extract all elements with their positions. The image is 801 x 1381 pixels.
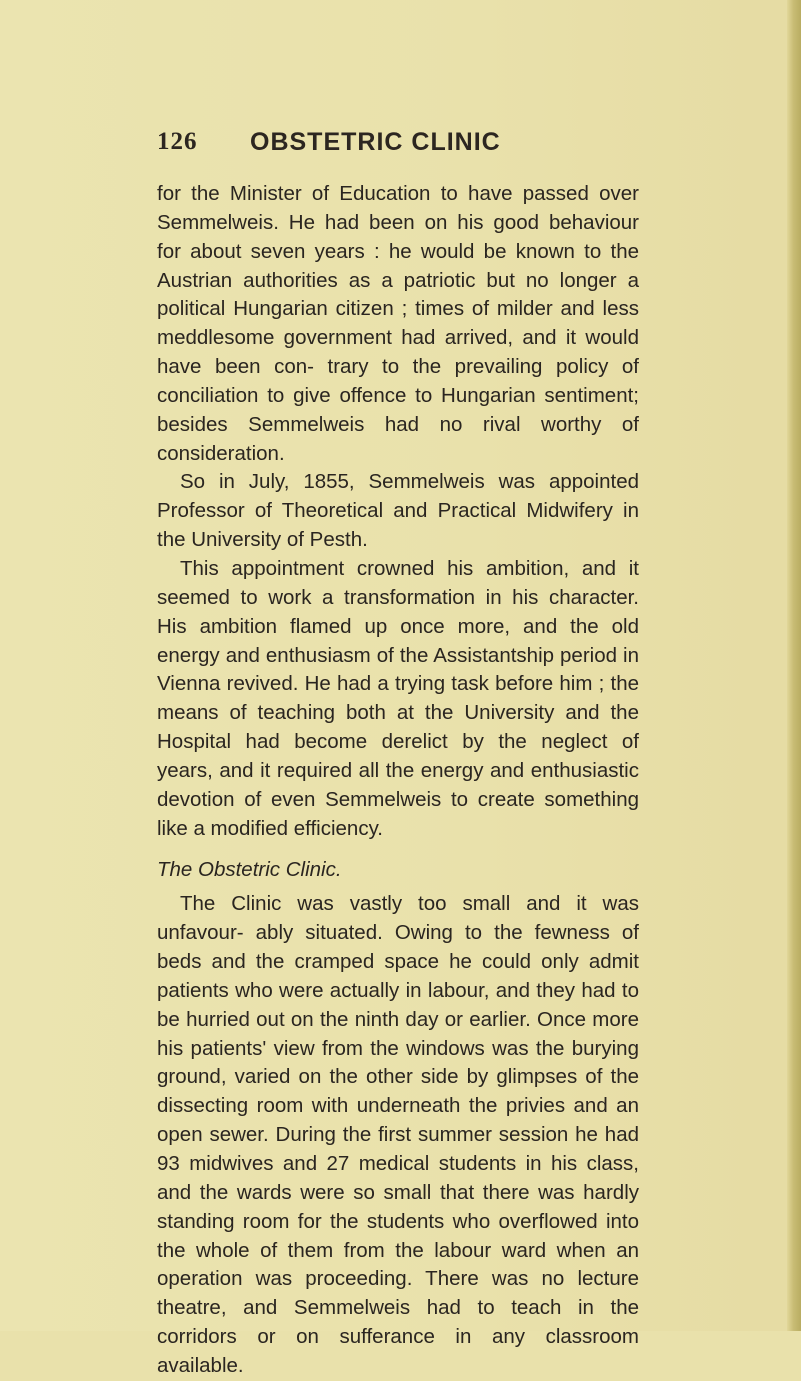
paragraph-ambition: This appointment crowned his ambition, and it seemed to work a transformation in his character. His ambition flamed up once more, and the old energy and enthusiasm of the Assistantship period in Vienna revived. He had a trying task before him ; the means of teaching both at the University and the Hospital had become derelict by the neglect of years, and it required all the energy and enthusiastic devotion of even Semmelweis to create something like a modified efficiency.: [157, 556, 639, 840]
paragraph-appointment: So in July, 1855, Semmelweis was appointed Professor of Theoretical and Practical Midwifery in the University of Pesth.: [157, 470, 639, 552]
page-header: [157, 128, 537, 164]
paragraph-continuation: for the Minister of Education to have passed over Semmelweis. He had been on his good behaviour for about seven years : he would be known to the Austrian authorities as a patriotic but no longer a political Hungarian citizen ; times of milder and less meddlesome government had arrived, and it would have been con- trary to the prevailing policy of conciliation to give offence to Hungarian sentiment; besides Semmelweis had no rival worthy of consideration.: [157, 182, 639, 465]
page-edge: [787, 0, 801, 1331]
running-head: OBSTETRIC CLINIC: [250, 128, 501, 156]
paragraph-clinic: The Clinic was vastly too small and it was unfavour- ably situated. Owing to the fewness of beds and the cramped space he could only admit patients who were actually in labour, and they had to be hurried out on the ninth day or earlier. Once more his patients' view from the windows was the burying ground, varied on the other side by glimpses of the dissecting room with underneath the privies and an open sewer. During the first summer session he had 93 midwives and 27 medical students in his class, and the wards were so small that there was hardly standing room for the students who overflowed into the whole of them from the labour ward when an operation was proceeding. There was no lecture theatre, and Semmelweis had to teach in the corridors or on sufferance in any classroom available.: [157, 892, 639, 1377]
body-text: [157, 180, 639, 1381]
section-subheading: The Obstetric Clinic.: [157, 858, 342, 882]
page-number: 126: [157, 128, 198, 155]
